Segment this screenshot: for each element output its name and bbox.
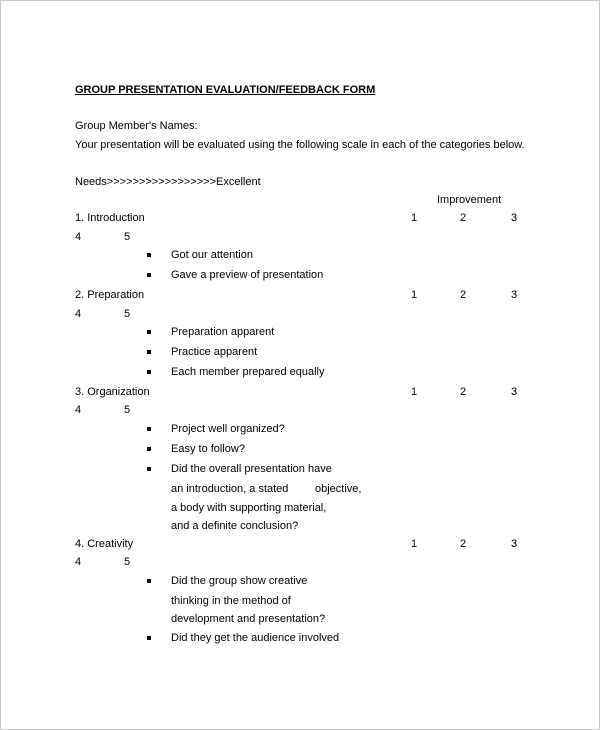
list-item: Gave a preview of presentation bbox=[171, 269, 324, 281]
score-3: 3 bbox=[511, 212, 518, 224]
list-item: Easy to follow? bbox=[171, 443, 245, 455]
score-2: 2 bbox=[460, 289, 467, 301]
score-1: 1 bbox=[411, 538, 418, 550]
score-3: 3 bbox=[511, 386, 518, 398]
score-2: 2 bbox=[460, 386, 467, 398]
list-item-continuation: an introduction, a stated bbox=[171, 483, 289, 495]
score-3: 3 bbox=[511, 289, 518, 301]
list-item-continuation: and a definite conclusion? bbox=[171, 520, 299, 532]
bullet-icon bbox=[147, 253, 151, 257]
score-1: 1 bbox=[411, 289, 418, 301]
score-2: 2 bbox=[460, 538, 467, 550]
list-item: Preparation apparent bbox=[171, 326, 275, 338]
bullet-icon bbox=[147, 636, 151, 640]
bullet-icon bbox=[147, 370, 151, 374]
form-title: GROUP PRESENTATION EVALUATION/FEEDBACK FORM bbox=[75, 84, 376, 96]
score-5: 5 bbox=[124, 556, 131, 568]
bullet-icon bbox=[147, 467, 151, 471]
bullet-icon bbox=[147, 447, 151, 451]
score-3: 3 bbox=[511, 538, 518, 550]
category-introduction-label: 1. Introduction bbox=[75, 212, 145, 224]
list-item: Got our attention bbox=[171, 249, 253, 261]
instructions-text: Your presentation will be evaluated using the following scale in each of the categories below. bbox=[75, 139, 525, 151]
score-2: 2 bbox=[460, 212, 467, 224]
score-4: 4 bbox=[75, 308, 82, 320]
score-5: 5 bbox=[124, 231, 131, 243]
score-4: 4 bbox=[75, 231, 82, 243]
bullet-icon bbox=[147, 579, 151, 583]
members-label: Group Member's Names: bbox=[75, 120, 198, 132]
score-1: 1 bbox=[411, 212, 418, 224]
bullet-icon bbox=[147, 330, 151, 334]
score-4: 4 bbox=[75, 404, 82, 416]
improvement-label: Improvement bbox=[437, 194, 502, 206]
category-creativity-label: 4. Creativity bbox=[75, 538, 134, 550]
category-preparation-label: 2. Preparation bbox=[75, 289, 145, 301]
score-5: 5 bbox=[124, 404, 131, 416]
scale-label: Needs>>>>>>>>>>>>>>>>>Excellent bbox=[75, 176, 261, 188]
list-item: Did they get the audience involved bbox=[171, 632, 340, 644]
list-item-continuation: thinking in the method of bbox=[171, 595, 291, 607]
bullet-icon bbox=[147, 273, 151, 277]
list-item: Practice apparent bbox=[171, 346, 258, 358]
bullet-icon bbox=[147, 427, 151, 431]
list-item-continuation: a body with supporting material, bbox=[171, 502, 327, 514]
score-4: 4 bbox=[75, 556, 82, 568]
list-item: Did the overall presentation have bbox=[171, 463, 332, 475]
category-organization-label: 3. Organization bbox=[75, 386, 150, 398]
score-5: 5 bbox=[124, 308, 131, 320]
list-item-continuation: objective, bbox=[315, 483, 362, 495]
list-item-continuation: development and presentation? bbox=[171, 613, 326, 625]
score-1: 1 bbox=[411, 386, 418, 398]
list-item: Did the group show creative bbox=[171, 575, 308, 587]
bullet-icon bbox=[147, 350, 151, 354]
list-item: Project well organized? bbox=[171, 423, 285, 435]
list-item: Each member prepared equally bbox=[171, 366, 325, 378]
